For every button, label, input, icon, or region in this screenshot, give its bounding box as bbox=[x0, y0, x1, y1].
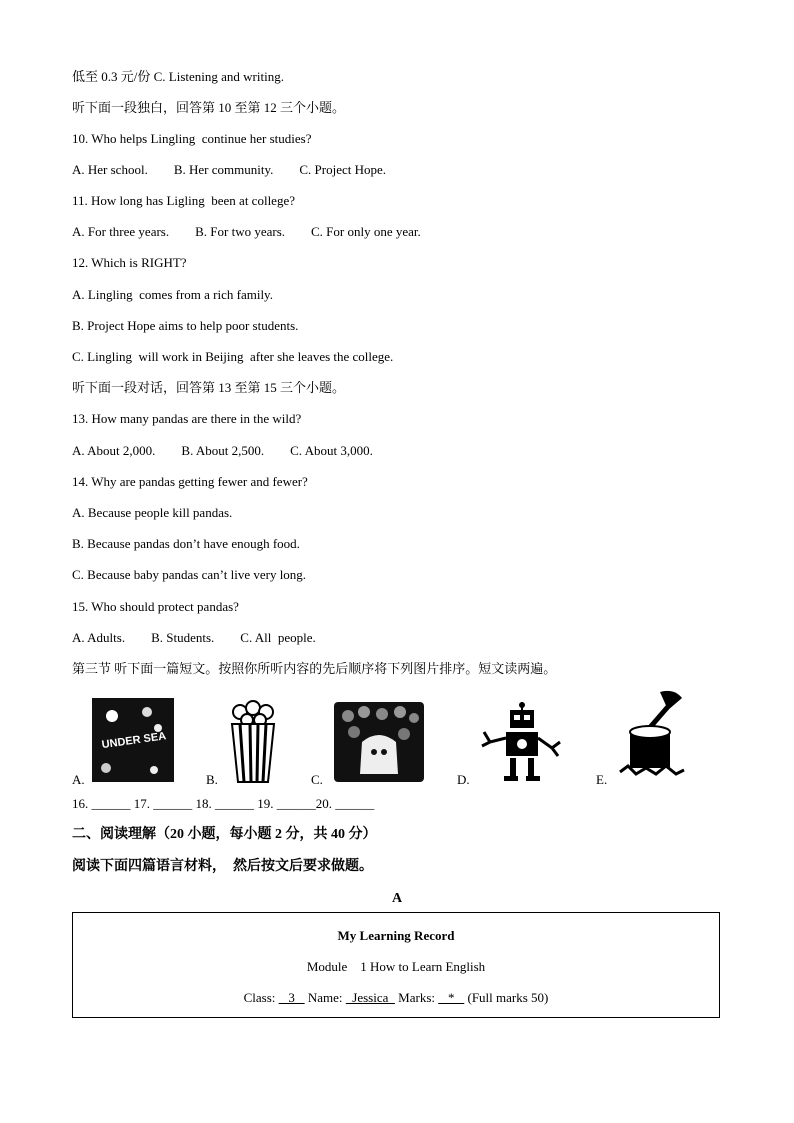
instruction-dialogue: 听下面一段对话，回答第 13 至第 15 三个小题。 bbox=[72, 380, 346, 395]
section-2-heading: 二、阅读理解（20 小题，每小题 2 分，共 40 分） bbox=[72, 827, 377, 842]
class-label: Class: bbox=[243, 990, 276, 1005]
option-12b: B. Project Hope aims to help poor students. bbox=[72, 318, 299, 333]
record-info-row bbox=[73, 990, 719, 1006]
instruction-passage: 第三节 听下面一篇短文。按照你所听内容的先后顺序将下列图片排序。短文读两遍。 bbox=[72, 661, 557, 676]
options-13: A. About 2,000. B. About 2,500. C. About 3,000. bbox=[72, 443, 373, 458]
axe-in-stump-icon bbox=[616, 688, 688, 780]
option-14b: B. Because pandas don’t have enough food. bbox=[72, 536, 300, 551]
picture-label-d: D. bbox=[457, 772, 470, 787]
question-12: 12. Which is RIGHT? bbox=[72, 255, 187, 270]
option-12c: C. Lingling will work in Beijing after she leaves the college. bbox=[72, 349, 394, 364]
instruction-monologue: 听下面一段独白，回答第 10 至第 12 三个小题。 bbox=[72, 100, 346, 115]
picture-label-b: B. bbox=[206, 772, 218, 787]
option-14c: C. Because baby pandas can’t live very long. bbox=[72, 567, 307, 582]
record-title: My Learning Record bbox=[337, 928, 455, 943]
record-module: Module 1 How to Learn English bbox=[306, 959, 486, 974]
option-14a: A. Because people kill pandas. bbox=[72, 505, 233, 520]
options-11: A. For three years. B. For two years. C. For only one year. bbox=[72, 224, 421, 239]
robot-icon bbox=[480, 702, 564, 782]
poster-text: UNDER SEA bbox=[101, 730, 167, 752]
learning-record-table bbox=[72, 912, 720, 1018]
question-11: 11. How long has Ligling been at college? bbox=[72, 193, 295, 208]
text-line: 低至 0.3 元/份 C. Listening and writing. bbox=[72, 69, 284, 84]
picture-label-c: C. bbox=[311, 772, 323, 787]
option-12a: A. Lingling comes from a rich family. bbox=[72, 287, 273, 302]
full-marks: (Full marks 50) bbox=[467, 990, 549, 1005]
options-15: A. Adults. B. Students. C. All people. bbox=[72, 630, 316, 645]
answer-blanks: 16. ______ 17. ______ 18. ______ 19. ______20. ______ bbox=[72, 796, 375, 811]
picture-label-e: E. bbox=[596, 772, 608, 787]
question-15: 15. Who should protect pandas? bbox=[72, 599, 239, 614]
options-10: A. Her school. B. Her community. C. Project Hope. bbox=[72, 162, 386, 177]
popcorn-icon bbox=[228, 700, 278, 784]
marks-label: Marks: bbox=[398, 990, 435, 1005]
class-value: 3 bbox=[278, 990, 305, 1005]
question-13: 13. How many pandas are there in the wild? bbox=[72, 411, 302, 426]
passage-label: A bbox=[391, 891, 403, 906]
picture-row bbox=[60, 688, 760, 788]
name-label: Name: bbox=[307, 990, 343, 1005]
question-10: 10. Who helps Lingling continue her studies? bbox=[72, 131, 312, 146]
reading-instruction: 阅读下面四篇语言材料， 然后按文后要求做题。 bbox=[72, 859, 373, 874]
question-14: 14. Why are pandas getting fewer and fewer? bbox=[72, 474, 308, 489]
marks-value: * bbox=[438, 990, 465, 1005]
picture-label-a: A. bbox=[72, 772, 85, 787]
movie-audience-icon bbox=[334, 702, 424, 782]
movie-poster-icon bbox=[92, 698, 174, 782]
name-value: Jessica bbox=[345, 990, 395, 1005]
